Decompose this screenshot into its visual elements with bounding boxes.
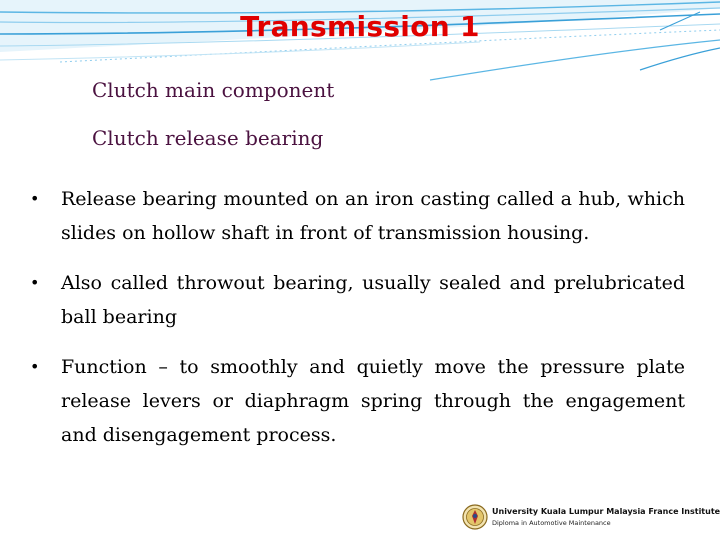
program-name: Diploma in Automotive Maintenance	[492, 519, 611, 527]
bullet-list	[30, 182, 685, 468]
subtitle-main-component: Clutch main component	[92, 78, 335, 102]
slide-title: Transmission 1	[240, 10, 480, 43]
bullet-text: Function – to smoothly and quietly move the pressure plate release levers or diaphragm spring through the engagement and disengagement process.	[61, 356, 685, 446]
bullet-marker: •	[30, 357, 40, 376]
bullet-marker: •	[30, 273, 40, 292]
bullet-marker: •	[30, 189, 40, 208]
institution-name: University Kuala Lumpur Malaysia France Institute	[492, 507, 720, 516]
bullet-text: Also called throwout bearing, usually sealed and prelubricated ball bearing	[61, 272, 685, 328]
list-item	[30, 266, 685, 334]
list-item	[30, 182, 685, 250]
bullet-text: Release bearing mounted on an iron casting called a hub, which slides on hollow shaft in front of transmission housing.	[61, 188, 685, 244]
subtitle-release-bearing: Clutch release bearing	[92, 126, 324, 150]
university-seal-icon	[462, 504, 488, 530]
list-item	[30, 350, 685, 452]
